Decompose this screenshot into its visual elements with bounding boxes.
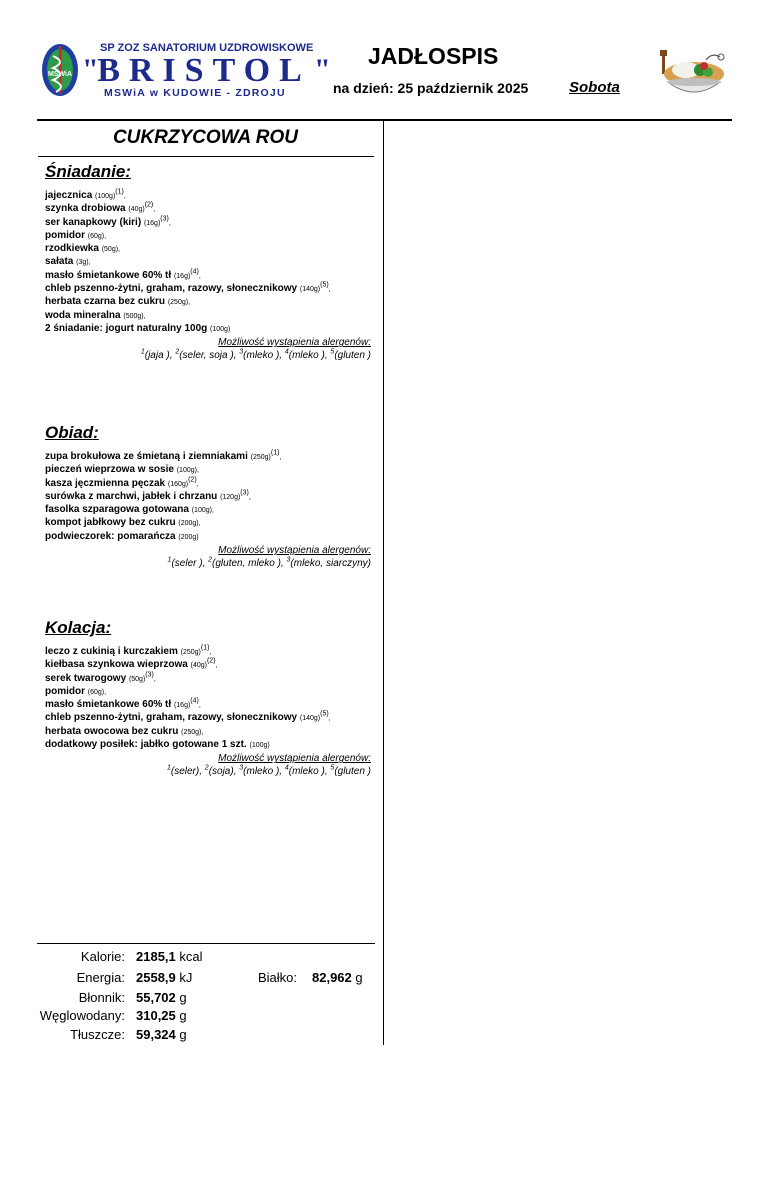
allergen-number: 5: [330, 765, 335, 773]
logo-caption: MSWiA: [47, 71, 73, 78]
meal-item-portion: (100g): [249, 742, 270, 750]
meal-item-allergen-ref: (5): [320, 711, 329, 719]
organization-subtitle: MSWiA w KUDOWIE - ZDROJU: [104, 87, 286, 99]
meal-item-portion: (100g): [210, 325, 231, 333]
meal-item: [45, 739, 375, 752]
allergen-name: (jaja ),: [144, 350, 176, 362]
meal-item: [45, 712, 375, 725]
meal-item: [45, 283, 375, 296]
meal-item-separator: ,: [198, 520, 201, 528]
meal-item: [45, 296, 375, 309]
nutrition-value: 2185,1: [136, 949, 176, 964]
meal-item-portion: (3g): [76, 259, 89, 267]
nutrition-fiber: [0, 990, 360, 1010]
meal-item-name: serek twarogowy: [45, 672, 127, 684]
nutrition-label: Energia:: [76, 970, 125, 985]
meal-item-allergen-ref: (3): [160, 215, 169, 223]
meal-item: [45, 686, 375, 699]
meal-item: [45, 491, 375, 504]
meal-item-separator: ,: [196, 467, 199, 475]
allergen-number: 3: [239, 765, 244, 773]
meal-item-name: herbata czarna bez cukru: [45, 296, 166, 308]
meal-item-name: herbata owocowa bez cukru: [45, 725, 179, 737]
meal-item-separator: ,: [104, 688, 107, 696]
allergen-name: (mleko ),: [288, 766, 331, 778]
nutrition-unit: kcal: [179, 949, 203, 964]
meal-item-portion: (100g): [191, 507, 212, 515]
allergen-number: 2: [175, 348, 180, 356]
allergen-number: 5: [330, 348, 335, 356]
meal-item: [45, 517, 375, 530]
meal-item-allergen-ref: (3): [145, 671, 154, 679]
meal-item-separator: ,: [104, 232, 107, 240]
meal-item-portion: (16g): [173, 272, 191, 280]
meal-item: [45, 203, 375, 216]
meal-item-allergen-ref: (4): [190, 697, 199, 705]
allergen-name: (soja),: [208, 766, 240, 778]
meal-item-name: pieczeń wieprzowa w sosie: [45, 464, 174, 476]
nutrition-protein: [258, 970, 378, 990]
meal-item: [45, 230, 375, 243]
menu-date: na dzień: 25 październik 2025: [333, 80, 529, 96]
meal-item: [45, 217, 375, 230]
meal-item-portion: (100g): [176, 467, 197, 475]
nutrition-fat: [0, 1027, 360, 1047]
brand-wordmark: [82, 50, 331, 89]
meal-item-name: podwieczorek: pomarańcza: [45, 530, 176, 542]
meal-item-portion: (250g): [167, 299, 189, 307]
document-title: JADŁOSPIS: [368, 43, 499, 69]
meal-item: [45, 478, 375, 491]
allergen-label: Możliwość wystąpienia alergenów:: [218, 753, 371, 765]
svg-text:": ": [314, 53, 331, 86]
meal-item-portion: (50g): [128, 675, 146, 683]
header-divider: [37, 119, 732, 121]
nutrition-divider: [37, 943, 375, 944]
brand-name: BRISTOL: [97, 52, 311, 89]
allergen-number: 2: [204, 765, 209, 773]
meal-item-name: chleb pszenno-żytni, graham, razowy, słonecznikowy: [45, 283, 298, 295]
meal-item-name: masło śmietankowe 60% tł: [45, 269, 172, 281]
allergen-list: [45, 349, 375, 362]
meal-item: [45, 310, 375, 323]
allergen-name: (mleko ),: [243, 766, 285, 778]
meal-item-allergen-ref: (4): [190, 268, 199, 276]
meal-item: [45, 451, 375, 464]
caduceus-logo-icon: [40, 42, 80, 98]
allergen-number: 4: [284, 765, 289, 773]
allergen-number: 2: [208, 556, 213, 564]
allergen-name: (mleko ),: [288, 350, 331, 362]
nutrition-calories: [0, 949, 360, 969]
meal-item-portion: (160g): [167, 480, 189, 488]
meal-item-portion: (16g): [173, 702, 191, 710]
allergen-name: (seler),: [170, 766, 205, 778]
nutrition-value: 82,962: [312, 970, 352, 985]
meal-item-separator: ,: [196, 480, 199, 488]
nutrition-label: Węglowodany:: [39, 1008, 125, 1023]
meal-item-portion: (60g): [87, 688, 105, 696]
column-divider: [383, 121, 384, 1045]
meal-item: [45, 464, 375, 477]
allergen-number: 3: [286, 556, 291, 564]
nutrition-value: 59,324: [136, 1027, 176, 1042]
meal-item-separator: ,: [153, 206, 156, 214]
nutrition-unit: g: [179, 990, 187, 1005]
nutrition-carbohydrates: [0, 1008, 360, 1028]
meal-item-separator: ,: [198, 272, 201, 280]
meal-item-name: pomidor: [45, 229, 85, 241]
meal-section-dinner: [45, 618, 375, 778]
meal-item-separator: ,: [201, 728, 204, 736]
meal-item-portion: (250g): [180, 649, 201, 656]
meal-item-name: ser kanapkowy (kiri): [45, 216, 142, 228]
meal-item-portion: (120g): [220, 493, 241, 501]
diet-title: CUKRZYCOWA ROU: [112, 127, 299, 148]
meal-item-allergen-ref: (2): [206, 657, 216, 665]
nutrition-value: 310,25: [136, 1008, 176, 1023]
meal-item-allergen-ref: (5): [320, 281, 329, 289]
meal-item-allergen-ref: (1): [270, 449, 280, 457]
meal-item-separator: ,: [328, 715, 331, 723]
allergen-number: 1: [140, 348, 145, 356]
meal-item-separator: ,: [215, 662, 218, 670]
meal-item-portion: (200g): [178, 533, 199, 541]
nutrition-label: Białko:: [258, 970, 298, 985]
nutrition-value: 2558,9: [136, 970, 176, 985]
meal-item: [45, 323, 375, 336]
meal-item-separator: ,: [211, 507, 214, 515]
meal-item: [45, 190, 375, 203]
meal-item-separator: ,: [328, 286, 331, 294]
meal-item-name: rzodkiewka: [45, 243, 99, 255]
meal-item-separator: ,: [198, 702, 201, 710]
meal-item-name: woda mineralna: [45, 309, 121, 321]
meal-item-separator: ,: [248, 493, 251, 501]
allergen-name: (seler, soja ),: [179, 350, 240, 362]
meal-item-portion: (140g): [299, 286, 321, 294]
meal-items: [45, 646, 375, 752]
meal-item-name: chleb pszenno-żytni, graham, razowy, słonecznikowy: [45, 712, 298, 724]
meal-item: [45, 256, 375, 269]
allergen-number: 1: [167, 556, 172, 564]
nutrition-unit: g: [355, 970, 363, 985]
meal-item: [45, 243, 375, 256]
allergen-list: [45, 765, 375, 778]
meal-item: [45, 531, 375, 544]
meal-item-name: leczo z cukinią i kurczakiem: [45, 646, 178, 657]
meal-bowl-icon: [656, 44, 728, 100]
meal-item-allergen-ref: (2): [188, 476, 197, 484]
meal-item-name: surówka z marchwi, jabłek i chrzanu: [45, 490, 218, 502]
meal-item-name: kompot jabłkowy bez cukru: [45, 517, 176, 529]
nutrition-value: 55,702: [136, 990, 176, 1005]
meal-item-allergen-ref: (3): [240, 489, 249, 497]
meal-item-allergen-ref: (1): [115, 188, 124, 196]
meal-item-name: masło śmietankowe 60% tł: [45, 699, 172, 711]
meal-item-separator: ,: [118, 246, 120, 254]
meal-item-name: zupa brokułowa ze śmietaną i ziemniakami: [45, 451, 248, 462]
allergen-number: 1: [166, 765, 171, 773]
meal-item-separator: ,: [123, 193, 126, 200]
meal-item-portion: (200g): [178, 520, 199, 528]
meal-item-name: szynka drobiowa: [45, 203, 126, 215]
meal-title: Obiad:: [45, 423, 99, 442]
allergen-name: (mleko ),: [243, 350, 285, 362]
allergen-name: (gluten ): [334, 350, 371, 362]
meal-item-name: dodatkowy posiłek: jabłko gotowane 1 szt.: [45, 739, 247, 751]
meal-items: [45, 190, 375, 336]
diet-title-underline: [38, 156, 374, 157]
meal-item-separator: ,: [188, 299, 191, 307]
meal-item-separator: ,: [153, 675, 156, 683]
meal-item-name: fasolka szparagowa gotowana: [45, 504, 189, 516]
meal-item-name: sałata: [45, 256, 74, 268]
nutrition-unit: kJ: [179, 970, 193, 985]
meal-title: Kolacja:: [45, 618, 112, 637]
allergen-name: (gluten ): [334, 766, 371, 778]
allergen-list: [45, 557, 375, 570]
allergen-number: 4: [284, 348, 289, 356]
meal-item-name: pomidor: [45, 685, 85, 697]
meal-item: [45, 504, 375, 517]
meal-item-portion: (60g): [87, 232, 105, 240]
nutrition-label: Kalorie:: [80, 949, 125, 964]
meal-section-breakfast: [45, 162, 375, 362]
meal-item-separator: ,: [168, 219, 171, 227]
organization-name: SP ZOZ SANATORIUM UZDROWISKOWE: [100, 42, 314, 54]
meal-item-separator: ,: [209, 649, 212, 656]
allergen-number: 3: [239, 348, 244, 356]
meal-item-portion: (250g): [181, 728, 202, 736]
meal-section-lunch: [45, 423, 375, 570]
meal-item: [45, 726, 375, 739]
allergen-name: (seler ),: [171, 558, 209, 570]
nutrition-unit: g: [179, 1008, 187, 1023]
nutrition-unit: g: [179, 1027, 187, 1042]
meal-item-portion: (40g): [128, 206, 145, 214]
meal-item-portion: (50g): [101, 246, 119, 254]
allergen-label: Możliwość wystąpienia alergenów:: [218, 545, 371, 557]
meal-item-portion: (140g): [299, 715, 321, 723]
meal-item-allergen-ref: (2): [144, 201, 154, 209]
meal-item: [45, 673, 375, 686]
meal-items: [45, 451, 375, 544]
meal-item-portion: (250g): [250, 454, 271, 461]
meal-item-portion: (100g): [95, 193, 116, 200]
meal-item-separator: ,: [88, 259, 91, 267]
menu-weekday: Sobota: [569, 79, 620, 96]
meal-item-separator: ,: [143, 312, 146, 320]
meal-item-name: jajecznica: [45, 190, 93, 201]
meal-item-name: kiełbasa szynkowa wieprzowa: [45, 659, 188, 671]
meal-item: [45, 659, 375, 672]
allergen-label: Możliwość wystąpienia alergenów:: [218, 337, 371, 349]
allergen-name: (mleko, siarczyny): [290, 558, 371, 570]
nutrition-label: Tłuszcze:: [70, 1027, 125, 1042]
meal-item-name: kasza jęczmienna pęczak: [45, 477, 166, 489]
meal-item-portion: (40g): [190, 662, 207, 670]
meal-item-portion: (16g): [143, 219, 161, 227]
svg-text:": ": [82, 53, 99, 86]
meal-item-name: 2 śniadanie: jogurt naturalny 100g: [45, 322, 208, 334]
allergen-name: (gluten, mleko ),: [212, 558, 287, 570]
meal-title: Śniadanie:: [45, 162, 131, 181]
nutrition-label: Błonnik:: [78, 990, 125, 1005]
meal-item-portion: (500g): [123, 312, 144, 320]
meal-item-allergen-ref: (1): [200, 644, 210, 652]
meal-item-separator: ,: [279, 454, 282, 461]
